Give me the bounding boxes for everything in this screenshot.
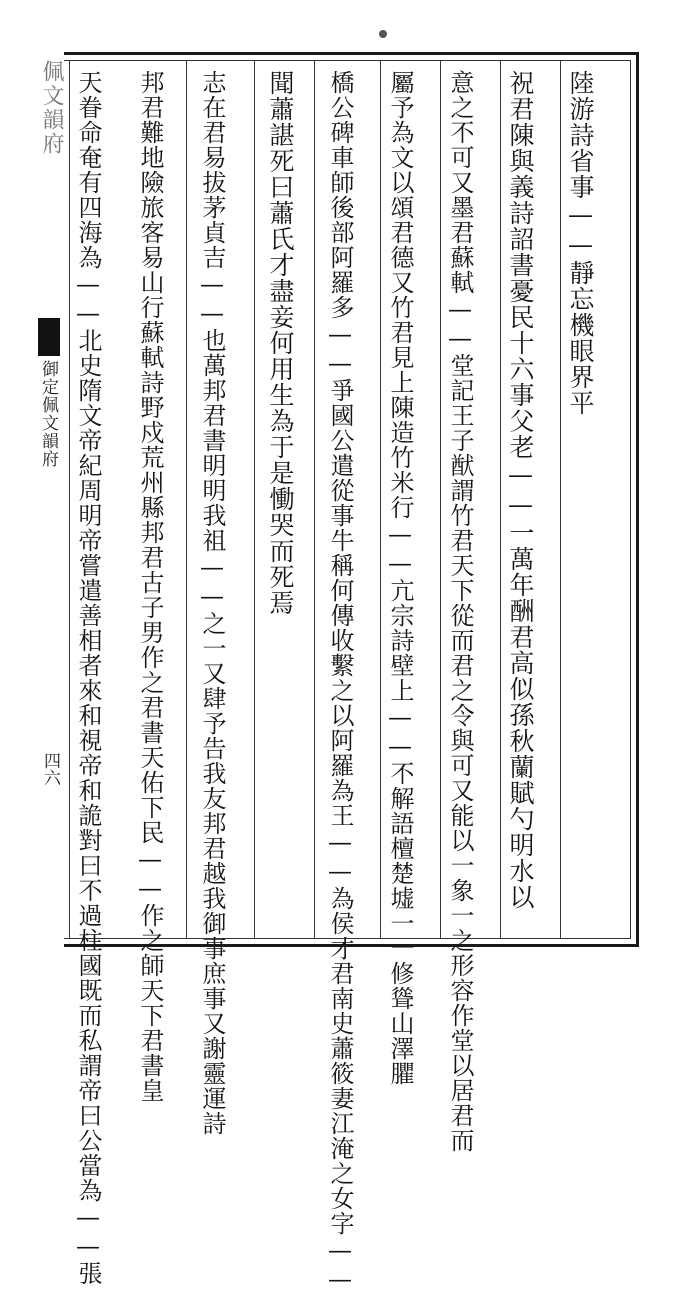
text-column-6: 聞蕭諶死曰蕭氏才盡妾何用生為于是慟哭而死焉 [266, 70, 295, 616]
text-column-3: 意之不可又墨君蘇軾——堂記王子猷謂竹君天下從而君之令與可又能以一象一之形容作堂以居君而 [446, 70, 474, 1153]
column-rule [500, 61, 501, 938]
text-column-2: 祝君陳與義詩詔書憂民十六事父老——一萬年酬君高似孫秋蘭賦勺明水以 [506, 70, 535, 910]
spine-book-title: 御定佩文韻府 [38, 360, 58, 468]
text-column-9: 天眷命奄有四海為——北史隋文帝紀周明帝嘗遣善相者來和視帝和詭對曰不過柱國既而私謂帝曰公當為——張 [74, 70, 102, 1286]
column-rule [254, 61, 255, 938]
spine-title: 佩文韻府 [39, 60, 64, 156]
column-rule [314, 61, 315, 938]
text-column-5: 橋公碑車師後部阿羅多——爭國公遣從事牛稱何傳收繫之以阿羅為王——為侯才君南史蕭筱妻江淹之女字—— [326, 70, 354, 1294]
spine-black-block [38, 318, 60, 356]
column-rule [186, 61, 187, 938]
text-column-4: 屬予為文以頌君德又竹君見上陳造竹米行——亢宗詩壁上——不解語檀楚墟一一修聳山澤臞 [386, 70, 414, 1086]
spine-margin [34, 52, 64, 947]
ink-dot [379, 30, 387, 38]
column-rule [440, 61, 441, 938]
text-column-1: 陸游詩省事——靜忘機眼界平 [566, 70, 595, 416]
column-rule [69, 61, 70, 938]
column-rule [380, 61, 381, 938]
text-column-8: 邦君難地險旅客易山行蘇軾詩野戍荒州縣邦君古子男作之君書天佑下民——作之師天下君書皇 [136, 70, 164, 1103]
page-number: 四六 [40, 752, 60, 786]
column-rule [560, 61, 561, 938]
text-column-7: 志在君易拔茅貞吉——也萬邦君書明明我祖——之一又肆予告我友邦君越我御事庶事又謝靈運詩 [198, 70, 226, 1136]
